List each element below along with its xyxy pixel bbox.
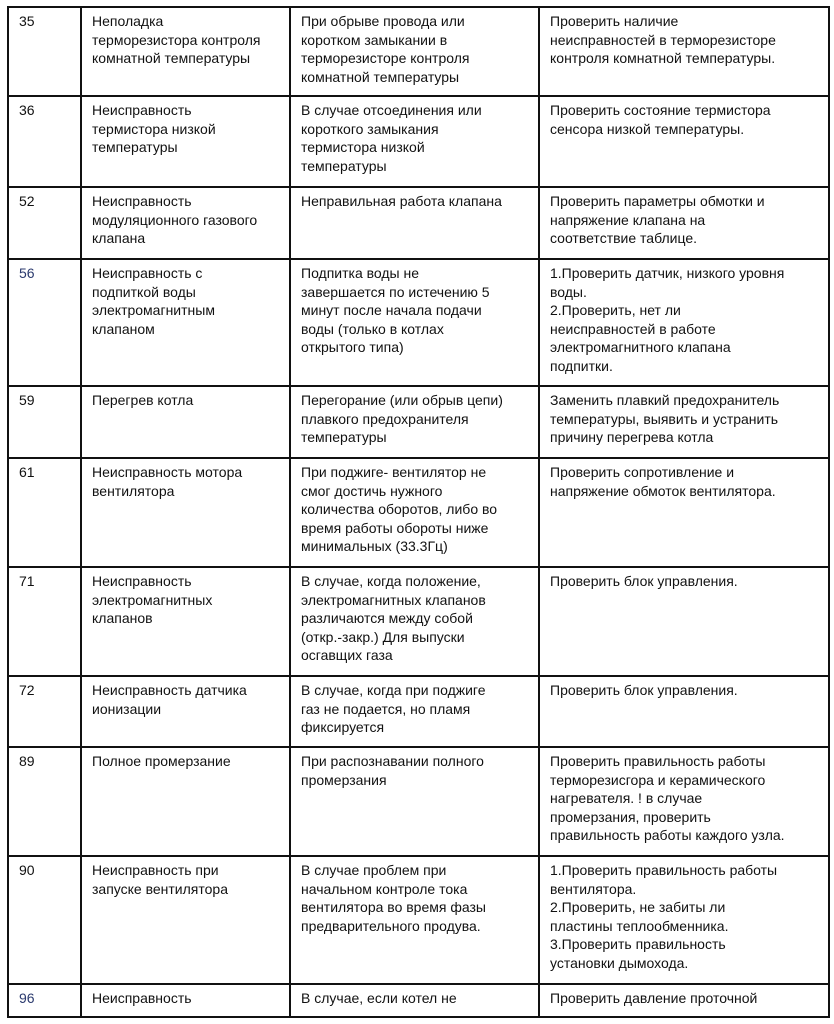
table-row [8,187,829,259]
fault-cause-cell: Подпитка воды не завершается по истечению 5 минут после начала подачи воды (только в котлах открытого типа) [290,259,539,386]
fault-name-cell: Неполадка терморезистора контроля комнатной температуры [81,7,290,96]
error-code-cell: 89 [8,747,81,856]
fault-name-cell: Неисправность с подпиткой воды электромагнитным клапаном [81,259,290,386]
fault-name-cell: Неисправность при запуске вентилятора [81,856,290,984]
table-row [8,856,829,984]
error-code-cell: 72 [8,676,81,747]
fault-cause-cell: Неправильная работа клапана [290,187,539,259]
remedy-cell: Проверить правильность работы терморезисгора и керамического нагревателя. ! в случае промерзания, проверить правильность работы каждого узла. [539,747,829,856]
remedy-cell: Проверить блок управления. [539,567,829,676]
table-row [8,7,829,96]
table-row [8,984,829,1017]
remedy-cell: Проверить давление проточной [539,984,829,1017]
remedy-cell: Проверить наличие неисправностей в терморезисторе контроля комнатной температуры. [539,7,829,96]
fault-name-cell: Неисправность модуляционного газового клапана [81,187,290,259]
error-code-cell: 61 [8,458,81,567]
remedy-cell: Проверить сопротивление и напряжение обмоток вентилятора. [539,458,829,567]
table-row [8,386,829,458]
remedy-cell: 1.Проверить датчик, низкого уровня воды. 2.Проверить, нет ли неисправностей в работе электромагнитного клапана подпитки. [539,259,829,386]
remedy-cell: 1.Проверить правильность работы вентилятора. 2.Проверить, не забиты ли пластины теплообменника. 3.Проверить правильность установки дымохода. [539,856,829,984]
remedy-cell: Проверить состояние термистора сенсора низкой температуры. [539,96,829,187]
remedy-cell: Проверить параметры обмотки и напряжение клапана на соответствие таблице. [539,187,829,259]
error-code-cell: 56 [8,259,81,386]
error-code-cell: 59 [8,386,81,458]
fault-cause-cell: При обрыве провода или коротком замыкании в терморезисторе контроля комнатной температуры [290,7,539,96]
fault-cause-cell: В случае, когда при поджиге газ не подается, но пламя фиксируется [290,676,539,747]
table-row [8,96,829,187]
table-row [8,259,829,386]
remedy-cell: Проверить блок управления. [539,676,829,747]
fault-name-cell: Неисправность [81,984,290,1017]
remedy-cell: Заменить плавкий предохранитель температуры, выявить и устранить причину перегрева котла [539,386,829,458]
fault-cause-cell: В случае отсоединения или короткого замыкания термистора низкой температуры [290,96,539,187]
fault-cause-cell: Перегорание (или обрыв цепи) плавкого предохранителя температуры [290,386,539,458]
fault-cause-cell: При распознавании полного промерзания [290,747,539,856]
error-code-cell: 71 [8,567,81,676]
error-code-cell: 90 [8,856,81,984]
error-code-cell: 35 [8,7,81,96]
error-code-cell: 36 [8,96,81,187]
error-code-cell: 96 [8,984,81,1017]
table-row [8,567,829,676]
fault-name-cell: Неисправность термистора низкой температуры [81,96,290,187]
fault-name-cell: Полное промерзание [81,747,290,856]
fault-cause-cell: В случае, если котел не [290,984,539,1017]
fault-name-cell: Неисправность электромагнитных клапанов [81,567,290,676]
fault-cause-cell: В случае, когда положение, электромагнитных клапанов различаются между собой (откр.-закр.) Для выпуски осгавщих газа [290,567,539,676]
fault-name-cell: Неисправность мотора вентилятора [81,458,290,567]
fault-cause-cell: При поджиге- вентилятор не смог достичь нужного количества оборотов, либо во время работы обороты ниже минимальных (33.3Гц) [290,458,539,567]
fault-name-cell: Перегрев котла [81,386,290,458]
fault-name-cell: Неисправность датчика ионизации [81,676,290,747]
table-row [8,676,829,747]
fault-cause-cell: В случае проблем при начальном контроле тока вентилятора во время фазы предварительного продува. [290,856,539,984]
error-code-table [7,6,830,1018]
table-row [8,458,829,567]
table-row [8,747,829,856]
error-code-cell: 52 [8,187,81,259]
